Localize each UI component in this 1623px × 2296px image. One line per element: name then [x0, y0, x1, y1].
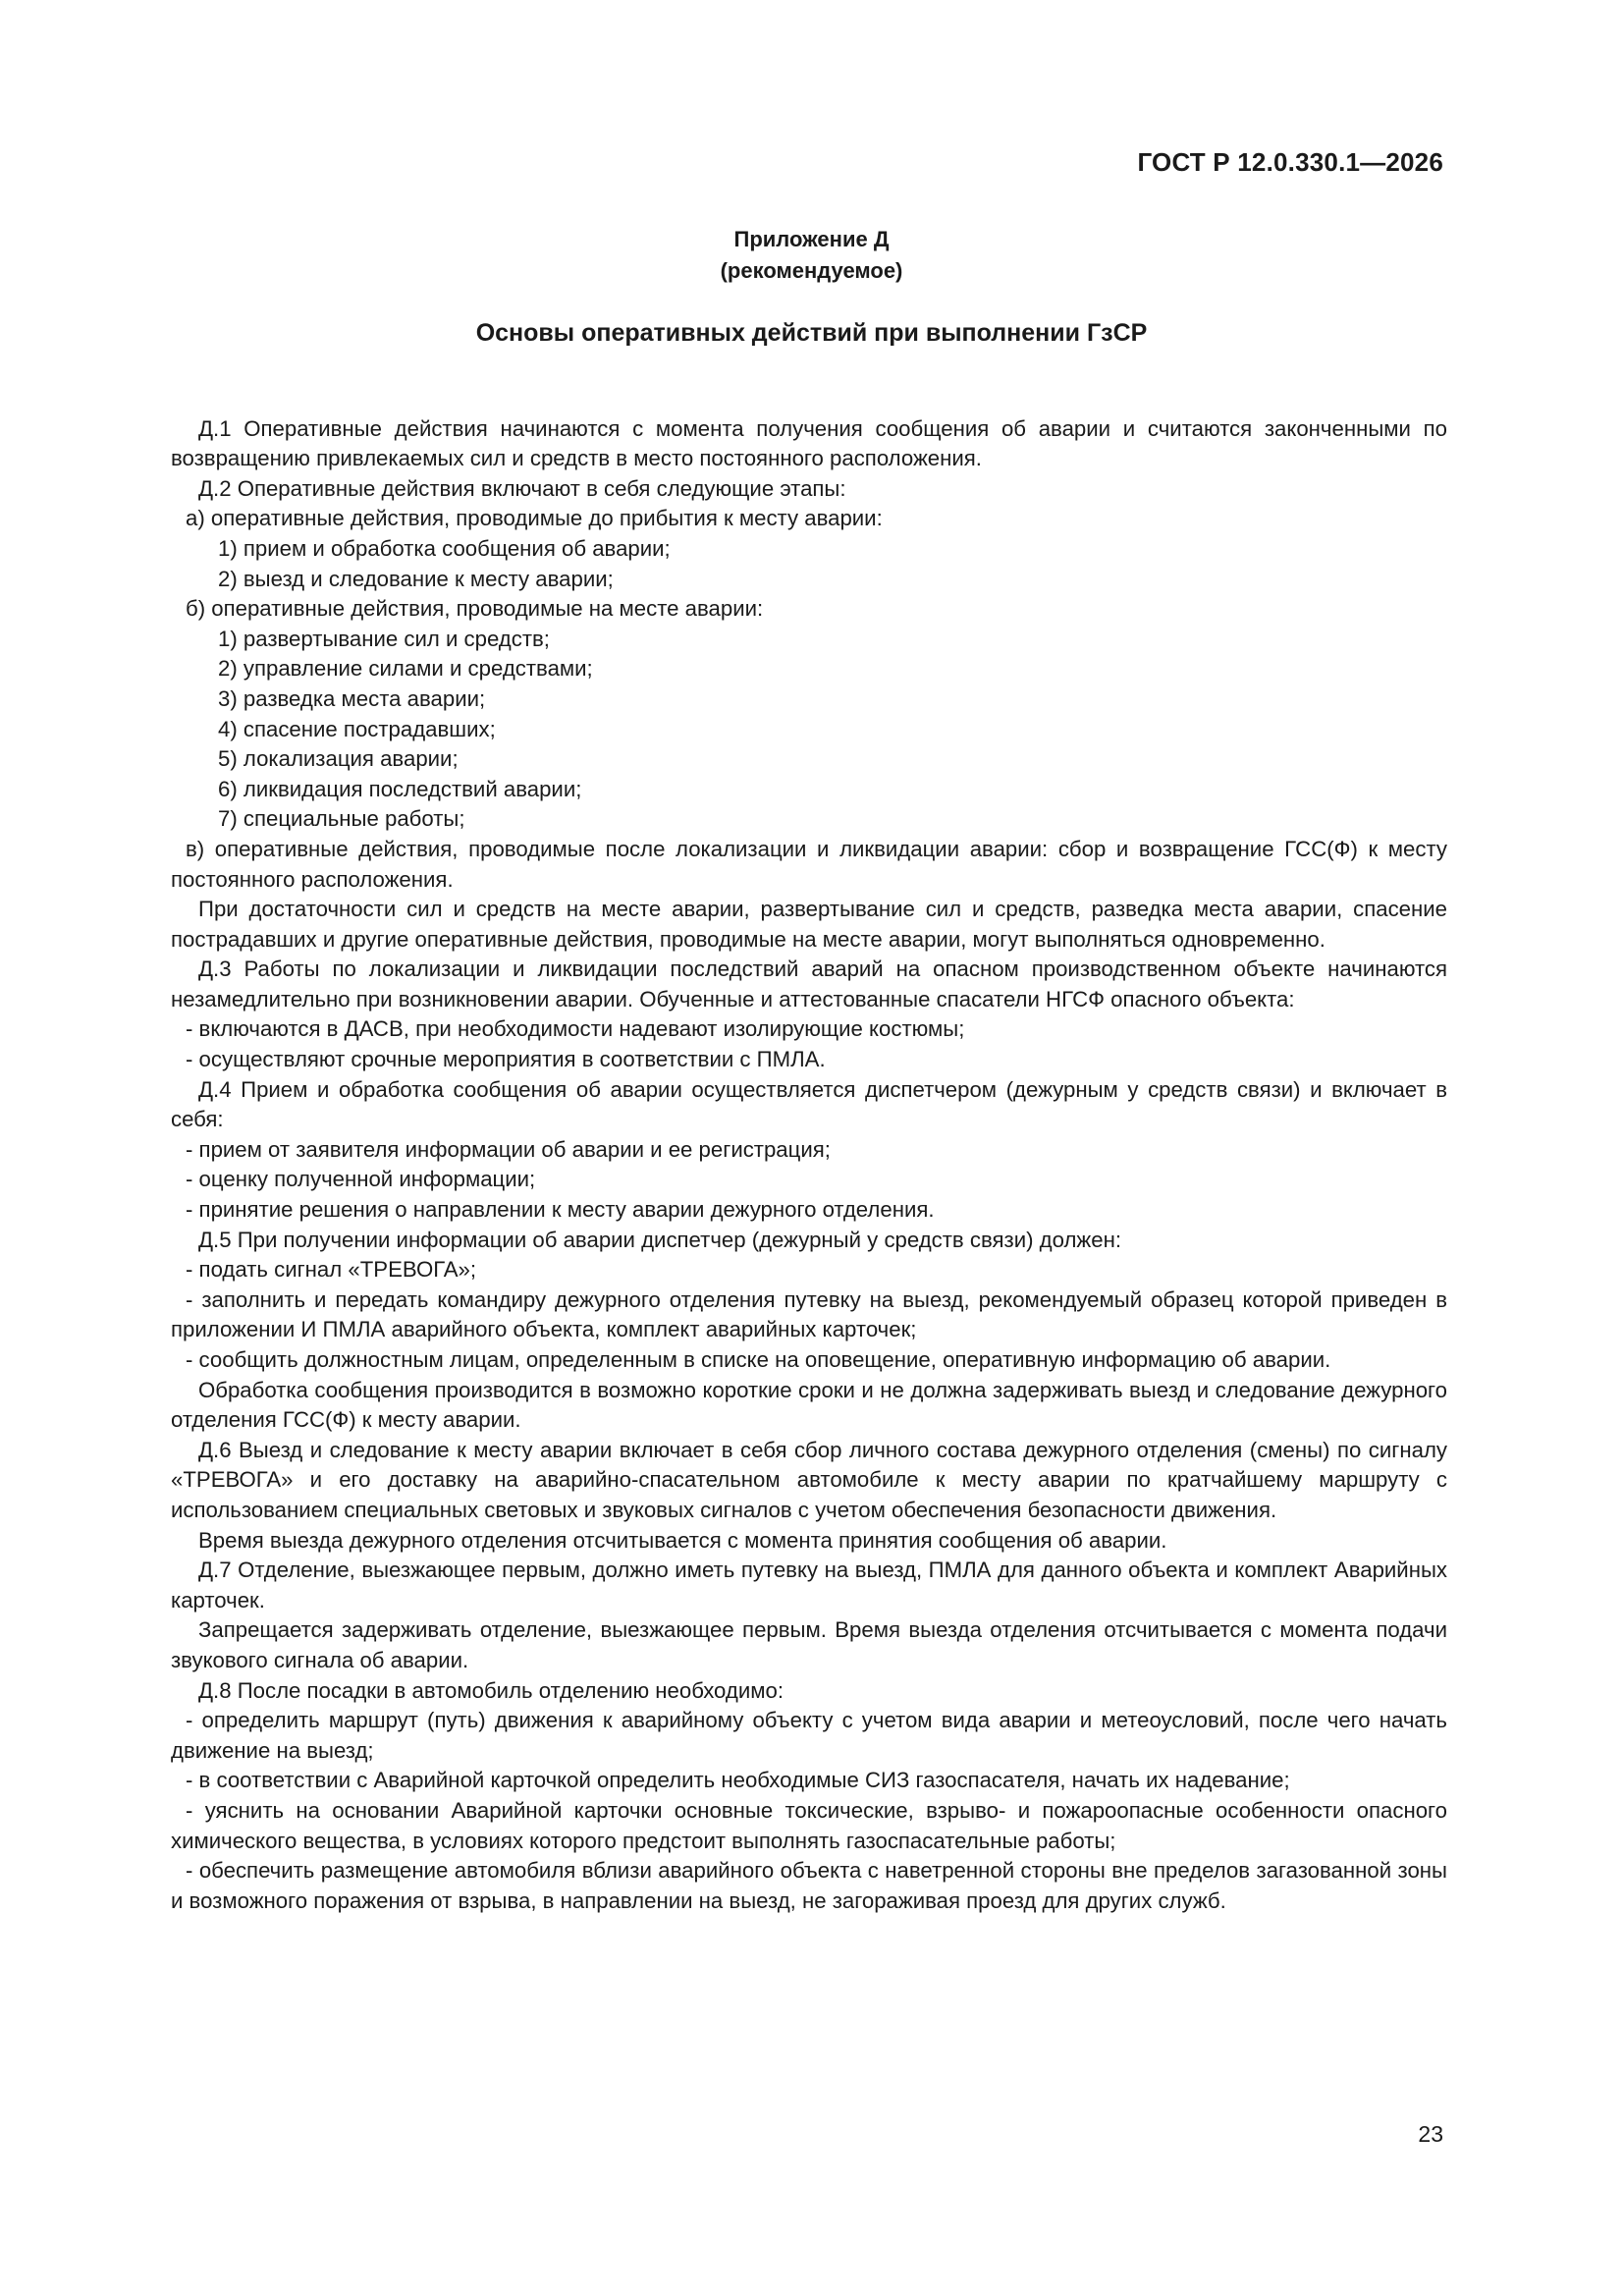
list-item: 2) управление силами и средствами; — [218, 656, 593, 682]
list-item: 5) локализация аварии; — [218, 746, 459, 772]
clause-d7: Д.7 Отделение, выезжающее первым, должно иметь путевку на выезд, ПМЛА для данного объекта и комплект Аварийных карточек. — [171, 1558, 1447, 1613]
list-item: 3) разведка места аварии; — [218, 685, 486, 711]
document-body — [171, 384, 1447, 1916]
list-item: 1) развертывание сил и средств; — [218, 626, 550, 651]
page-number: 23 — [1418, 2121, 1443, 2147]
list-item: 2) выезд и следование к месту аварии; — [218, 566, 614, 591]
list-item: - включаются в ДАСВ, при необходимости надевают изолирующие костюмы; — [186, 1016, 965, 1042]
list-item: - принятие решения о направлении к месту аварии дежурного отделения. — [186, 1197, 935, 1223]
list-item: - определить маршрут (путь) движения к аварийному объекту с учетом вида аварии и метеоусловий, после чего начать движение на выезд; — [171, 1708, 1447, 1763]
clause-d2-a: а) оперативные действия, проводимые до прибытия к месту аварии: — [186, 506, 883, 531]
clause-d6: Д.6 Выезд и следование к месту аварии включает в себя сбор личного состава дежурного отделения (смены) по сигналу «ТРЕВОГА» и его доставку на аварийно-спасательном автомобиле к месту аварии по кратчайшему маршруту с использованием специальных световых и звуковых сигналов с учетом обеспечения безопасности движения. — [171, 1437, 1447, 1522]
clause-d2-note: При достаточности сил и средств на месте аварии, развертывание сил и средств, разведка места аварии, спасение пострадавших и другие оперативные действия, проводимые на месте аварии, могут выполняться одновременно. — [171, 897, 1447, 952]
list-item: - уяснить на основании Аварийной карточки основные токсические, взрыво- и пожароопасные особенности опасного химического вещества, в условиях которого предстоит выполнять газоспасательные работы; — [171, 1797, 1447, 1853]
list-item: 4) спасение пострадавших; — [218, 716, 496, 741]
clause-d1-text: Д.1 Оперативные действия начинаются с момента получения сообщения об аварии и считаются законченными по возвращению привлекаемых сил и средств в место постоянного расположения. — [171, 415, 1447, 471]
clause-d8: Д.8 После посадки в автомобиль отделению необходимо: — [198, 1677, 784, 1703]
list-item: - сообщить должностным лицам, определенным в списке на оповещение, оперативную информацию об аварии. — [186, 1347, 1331, 1372]
clause-d4: Д.4 Прием и обработка сообщения об аварии осуществляется диспетчером (дежурным у средств связи) и включает в себя: — [171, 1076, 1447, 1132]
clause-d1 — [171, 384, 1447, 474]
document-code: ГОСТ Р 12.0.330.1—2026 — [1137, 147, 1443, 177]
appendix-title: Приложение Д — [733, 227, 890, 251]
list-item: - подать сигнал «ТРЕВОГА»; — [186, 1257, 477, 1283]
appendix-status: (рекомендуемое) — [720, 258, 903, 283]
list-item: - прием от заявителя информации об аварии и ее регистрация; — [186, 1136, 831, 1162]
clause-d3: Д.3 Работы по локализации и ликвидации последствий аварий на опасном производственном объекте начинаются незамедлительно при возникновении аварии. Обученные и аттестованные спасатели НГСФ опасного объекта: — [171, 957, 1447, 1011]
clause-d2-v: в) оперативные действия, проводимые после локализации и ликвидации аварии: сбор и возвращение ГСС(Ф) к месту постоянного расположения. — [171, 836, 1447, 892]
clause-d7-note: Запрещается задерживать отделение, выезжающее первым. Время выезда отделения отсчитывается с момента подачи звукового сигнала об аварии. — [171, 1617, 1447, 1672]
clause-d2-b: б) оперативные действия, проводимые на месте аварии: — [186, 596, 764, 622]
list-item: - осуществляют срочные мероприятия в соответствии с ПМЛА. — [186, 1047, 826, 1072]
list-item: - обеспечить размещение автомобиля вблизи аварийного объекта с наветренной стороны вне пределов загазованной зоны и возможного поражения от взрыва, в направлении на выезд, не загораживая проезд для других служб. — [171, 1858, 1447, 1913]
clause-d5-note: Обработка сообщения производится в возможно короткие сроки и не должна задерживать выезд и следование дежурного отделения ГСС(Ф) к месту аварии. — [171, 1377, 1447, 1433]
list-item: - оценку полученной информации; — [186, 1167, 536, 1192]
list-item: - заполнить и передать командиру дежурного отделения путевку на выезд, рекомендуемый образец которой приведен в приложении И ПМЛА аварийного объекта, комплект аварийных карточек; — [171, 1286, 1447, 1342]
section-title: Основы оперативных действий при выполнении ГзСР — [475, 319, 1148, 347]
appendix-heading — [0, 224, 1623, 350]
clause-d5: Д.5 При получении информации об аварии диспетчер (дежурный у средств связи) должен: — [198, 1227, 1121, 1252]
clause-d6-note: Время выезда дежурного отделения отсчитывается с момента принятия сообщения об аварии. — [198, 1527, 1167, 1553]
list-item: - в соответствии с Аварийной карточкой определить необходимые СИЗ газоспасателя, начать их надевание; — [186, 1768, 1290, 1793]
list-item: 6) ликвидация последствий аварии; — [218, 776, 582, 801]
list-item: 1) прием и обработка сообщения об аварии; — [218, 535, 671, 561]
clause-d2: Д.2 Оперативные действия включают в себя следующие этапы: — [198, 475, 846, 501]
list-item: 7) специальные работы; — [218, 806, 465, 832]
